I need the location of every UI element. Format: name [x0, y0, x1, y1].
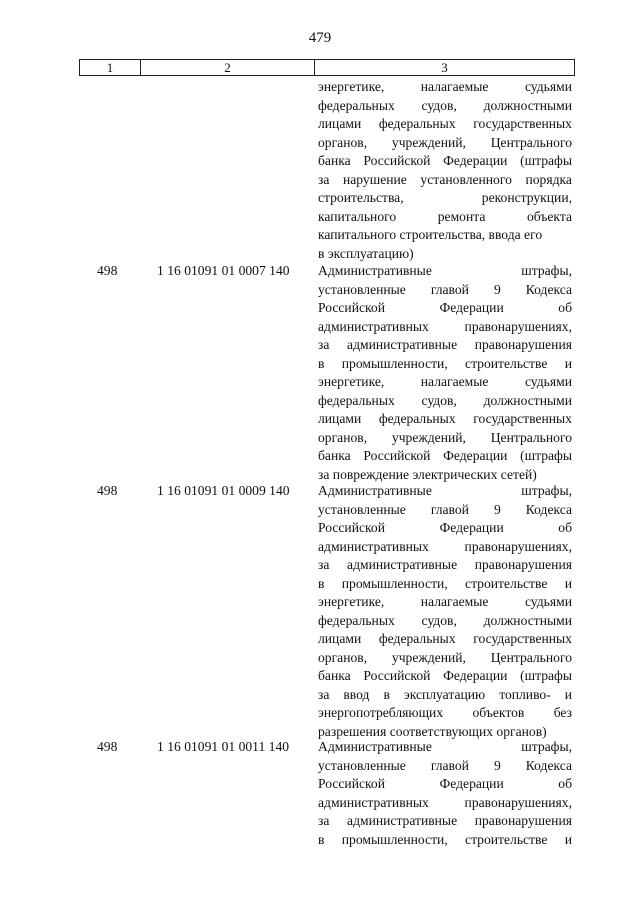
description-word: ремонта [437, 208, 486, 224]
description-word: капитального [318, 208, 397, 224]
description-line [318, 831, 572, 850]
description-line [318, 775, 572, 794]
description-word: Федерации [443, 448, 508, 463]
description-line [318, 575, 572, 594]
description-word: (штрафы [520, 153, 572, 168]
description-word: установленные [318, 281, 406, 297]
description-word: судьями [524, 374, 572, 389]
description-word: административные [347, 813, 458, 828]
description-word: 9 [493, 757, 501, 773]
description-word: органов, [318, 429, 368, 445]
description-word: Российской [318, 520, 385, 535]
description-word: учреждений, [391, 649, 466, 665]
description-word: и [564, 355, 572, 371]
description-word: нарушение [343, 171, 407, 187]
description-word: судьями [524, 79, 572, 94]
description-line [318, 189, 572, 208]
description-word: судов, [421, 392, 457, 408]
description-word: должностными [483, 392, 572, 408]
description-word: лицами [318, 631, 362, 646]
description-word: в эксплуатацию) [318, 245, 414, 261]
row-number: 498 [97, 739, 118, 754]
description-word: правонарушения [474, 337, 572, 352]
description-word: судов, [421, 97, 457, 113]
description-word: в [318, 831, 325, 847]
description-word: главой [430, 501, 469, 517]
description-line [318, 281, 572, 300]
description-line [318, 667, 572, 686]
description-word: правонарушения [474, 813, 572, 828]
description-line [318, 519, 572, 538]
description-word: за [318, 557, 330, 572]
description-word: Кодекса [525, 501, 572, 517]
description-word: штрафы, [521, 739, 572, 754]
description-word: Административные [318, 739, 432, 754]
description-word: Центрального [490, 134, 572, 150]
description-word: реконструкции, [481, 190, 572, 205]
description-word: административных [318, 794, 429, 810]
description-word: Федерации [439, 520, 504, 535]
description-word: судьями [524, 594, 572, 609]
description-line [318, 686, 572, 705]
description-word: в [318, 355, 325, 371]
description-line [318, 593, 572, 612]
description-word: Российской [363, 668, 431, 683]
description-word: Административные [318, 263, 432, 278]
description-word: промышленности, [341, 831, 448, 847]
description-word: за [318, 171, 330, 187]
description-word: должностными [483, 612, 572, 628]
description-word: административных [318, 538, 429, 554]
description-word: лицами [318, 116, 362, 131]
description-word: банка [318, 668, 351, 683]
description-word: судов, [421, 612, 457, 628]
description-word: (штрафы [520, 448, 572, 463]
description-line [318, 757, 572, 776]
description-word: Российской [318, 776, 385, 791]
description-word: федеральных [378, 411, 456, 426]
description-word: учреждений, [391, 429, 466, 445]
description-word: правонарушениях, [464, 318, 572, 334]
description-word: Административные [318, 483, 432, 498]
description-word: об [558, 300, 572, 315]
description-word: строительстве [465, 831, 548, 847]
description-line [318, 794, 572, 813]
description-word: промышленности, [341, 575, 448, 591]
description-word: энергетике, [318, 374, 385, 389]
row-code: 1 16 01091 01 0011 140 [157, 739, 290, 754]
description-line [318, 447, 572, 466]
description-word: правонарушениях, [464, 538, 572, 554]
description-word: Кодекса [525, 281, 572, 297]
description-word: энергетике, [318, 594, 385, 609]
description-line [318, 649, 572, 668]
description-word: капитального строительства, ввода его [318, 227, 543, 242]
description-line [318, 630, 572, 649]
description-line [318, 262, 572, 281]
description-line [318, 704, 572, 723]
description-word: в [318, 575, 325, 591]
description-word: Федерации [443, 668, 508, 683]
description-word: установленные [318, 757, 406, 773]
description-line [318, 245, 572, 264]
description-line [318, 299, 572, 318]
description-line [318, 482, 572, 501]
description-word: ввод [343, 686, 370, 702]
description-word: лицами [318, 411, 362, 426]
description-line [318, 115, 572, 134]
description-word: федеральных [378, 631, 456, 646]
description-word: и [564, 831, 572, 847]
description-line [318, 355, 572, 374]
description-word: административные [347, 557, 458, 572]
description-word: в [383, 686, 390, 702]
row-number: 498 [97, 263, 118, 278]
description-word: установленного [420, 171, 512, 187]
description-word: без [553, 705, 572, 720]
description-word: учреждений, [391, 134, 466, 150]
description-word: правонарушениях, [464, 794, 572, 810]
description-word: Федерации [439, 776, 504, 791]
description-word: об [558, 776, 572, 791]
table-header [79, 59, 575, 76]
row-number: 498 [97, 483, 118, 498]
description-word: Центрального [490, 429, 572, 445]
description-word: административные [347, 337, 458, 352]
description-word: органов, [318, 649, 368, 665]
description-line [318, 336, 572, 355]
description-word: государственных [473, 116, 572, 131]
page-number: 479 [308, 30, 332, 46]
description-word: налагаемые [420, 374, 489, 389]
description-line [318, 78, 572, 97]
description-line [318, 208, 572, 227]
description-word: административных [318, 318, 429, 334]
description-word: объекта [526, 208, 572, 224]
description-line [318, 373, 572, 392]
description-word: эксплуатацию [403, 686, 486, 702]
description-word: федеральных [318, 97, 395, 113]
description-line [318, 612, 572, 631]
description-word: (штрафы [520, 668, 572, 683]
description-word: правонарушения [474, 557, 572, 572]
description-word: 9 [493, 281, 501, 297]
description-word: строительстве [465, 355, 548, 371]
description-line [318, 152, 572, 171]
description-word: промышленности, [341, 355, 448, 371]
description-word: строительстве [465, 575, 548, 591]
column-header-1: 1 [80, 60, 141, 75]
description-line [318, 171, 572, 190]
description-word: банка [318, 153, 351, 168]
description-word: энергопотребляющих [318, 705, 444, 720]
description-word: федеральных [318, 392, 395, 408]
description-line [318, 226, 572, 245]
continuation-description [318, 78, 572, 263]
description-word: порядка [525, 171, 572, 187]
description-word: штрафы, [521, 263, 572, 278]
description-word: налагаемые [420, 79, 489, 94]
description-word: федеральных [318, 612, 395, 628]
description-word: Федерации [439, 300, 504, 315]
description-word: объектов [472, 705, 525, 720]
description-line [318, 812, 572, 831]
description-word: Российской [363, 153, 431, 168]
description-line [318, 318, 572, 337]
description-word: банка [318, 448, 351, 463]
description-line [318, 97, 572, 116]
description-word: энергетике, [318, 79, 385, 94]
description-word: государственных [473, 631, 572, 646]
description-word: главой [430, 757, 469, 773]
description-line [318, 501, 572, 520]
description-word: топливо- [499, 686, 551, 702]
description-word: 9 [493, 501, 501, 517]
description-line [318, 392, 572, 411]
row-description [318, 482, 572, 741]
column-header-3: 3 [441, 59, 448, 75]
description-line [318, 556, 572, 575]
description-word: главой [430, 281, 469, 297]
description-line [318, 134, 572, 153]
description-word: Кодекса [525, 757, 572, 773]
description-word: штрафы, [521, 483, 572, 498]
description-word: налагаемые [420, 594, 489, 609]
description-word: установленные [318, 501, 406, 517]
description-word: за повреждение электрических сетей) [318, 466, 537, 482]
row-description [318, 738, 572, 849]
description-word: Российской [318, 300, 385, 315]
row-code: 1 16 01091 01 0009 140 [157, 483, 290, 498]
row-description [318, 262, 572, 484]
description-word: Федерации [443, 153, 508, 168]
description-line [318, 538, 572, 557]
description-word: должностными [483, 97, 572, 113]
description-word: федеральных [378, 116, 456, 131]
description-word: за [318, 337, 330, 352]
description-word: государственных [473, 411, 572, 426]
description-line [318, 738, 572, 757]
description-line [318, 410, 572, 429]
description-word: разрешения соответствующих органов) [318, 723, 547, 739]
description-word: за [318, 686, 330, 702]
description-line [318, 429, 572, 448]
description-word: за [318, 813, 330, 828]
description-word: об [558, 520, 572, 535]
description-word: органов, [318, 134, 368, 150]
description-word: Центрального [490, 649, 572, 665]
description-word: и [564, 686, 572, 702]
description-word: строительства, [318, 190, 404, 205]
column-header-2: 2 [141, 60, 315, 75]
row-code: 1 16 01091 01 0007 140 [157, 263, 290, 278]
description-word: Российской [363, 448, 431, 463]
description-word: и [564, 575, 572, 591]
